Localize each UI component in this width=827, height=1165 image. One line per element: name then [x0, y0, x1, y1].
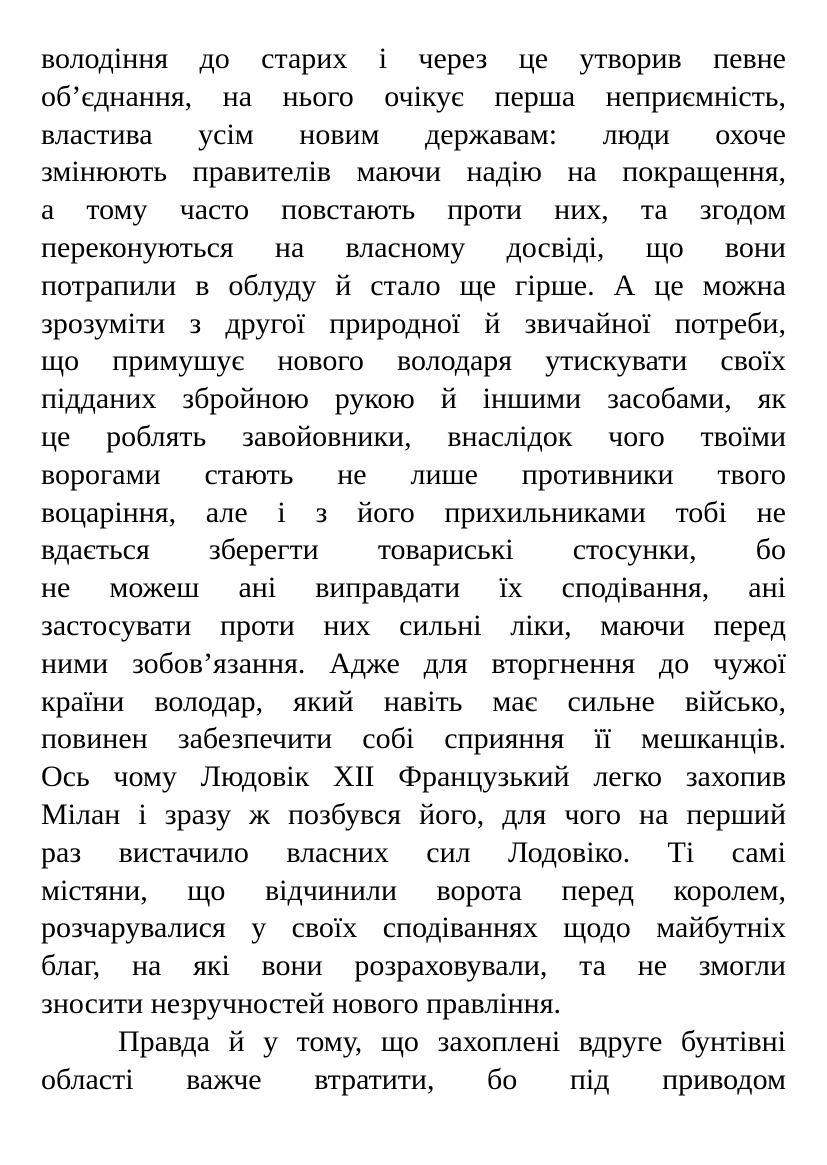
- text-line: повинен забезпечити собі сприяння її мешканців.: [41, 722, 786, 756]
- text-line: підданих збройною рукою й іншими засобами, як: [41, 382, 786, 416]
- text-line: зрозуміти з другої природної й звичайної потреби,: [41, 306, 786, 340]
- text-line: ними зобов’язання. Адже для вторгнення до чужої: [41, 646, 786, 680]
- text-line: воцаріння, але і з його прихильниками тобі не: [41, 495, 786, 529]
- text-line: переконуються на власному досвіді, що вони: [41, 230, 786, 264]
- text-line: країни володар, який навіть має сильне військо,: [41, 684, 786, 718]
- text-line: Мілан і зразу ж позбувся його, для чого на перший: [41, 797, 786, 831]
- text-line: ворогами стають не лише противники твого: [41, 457, 786, 491]
- text-line: благ, на які вони розраховували, та не змогли: [41, 949, 786, 983]
- text-line: застосувати проти них сильні ліки, маючи перед: [41, 608, 786, 642]
- text-line-last: зносити незручностей нового правління.: [41, 986, 561, 1020]
- text-line: містяни, що відчинили ворота перед королем,: [41, 873, 786, 907]
- text-line: властива усім новим державам: люди охоче: [41, 117, 786, 151]
- text-line: що примушує нового володаря утискувати своїх: [41, 344, 786, 378]
- text-line-indented: Правда й у тому, що захоплені вдруге бунтівні: [118, 1024, 786, 1058]
- text-line: змінюють правителів маючи надію на покращення,: [41, 155, 786, 189]
- text-line: а тому часто повстають проти них, та згодом: [41, 193, 786, 227]
- text-line: раз вистачило власних сил Лодовіко. Ті самі: [41, 835, 786, 869]
- text-line: володіння до старих і через це утворив певне: [41, 42, 786, 75]
- document-page: [41, 40, 786, 1098]
- paragraph-1: [41, 40, 786, 1023]
- text-line: Ось чому Людовік XII Французький легко захопив: [41, 760, 786, 794]
- text-line: не можеш ані виправдати їх сподівання, ані: [41, 571, 786, 605]
- text-line: це роблять завойовники, внаслідок чого твоїми: [41, 419, 786, 453]
- text-line: вдається зберегти товариські стосунки, бо: [41, 533, 786, 567]
- text-line: об’єднання, на нього очікує перша неприємність,: [41, 79, 786, 113]
- text-line: потрапили в облуду й стало ще гірше. А це можна: [41, 268, 786, 302]
- text-line: розчарувалися у своїх сподіваннях щодо майбутніх: [41, 911, 786, 945]
- paragraph-2: [41, 1023, 786, 1099]
- text-line: області важче втратити, бо під приводом: [41, 1062, 786, 1096]
